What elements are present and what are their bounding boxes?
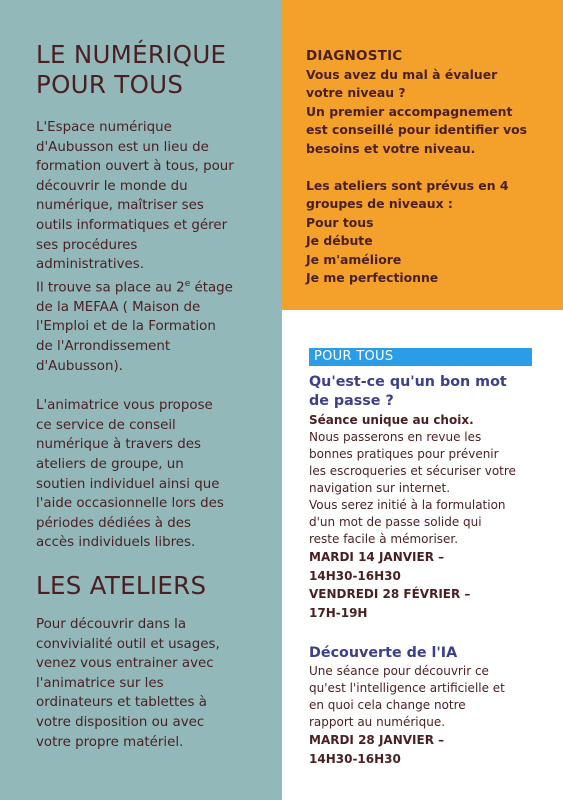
session-password-title: Qu'est-ce qu'un bon mot de passe ? xyxy=(309,374,507,409)
diagnostic-levels: Les ateliers sont prévus en 4 groupes de niveaux : Pour tous Je débute Je m'améliore Je me perfectionne xyxy=(306,178,509,286)
session-ia-text: Une séance pour découvrir ce qu'est l'intelligence artificielle et en quoi cela change notre rapport au numérique. xyxy=(309,664,505,729)
ateliers-title: LES ATELIERS xyxy=(36,570,207,600)
session-password-subtitle: Séance unique au choix. xyxy=(309,413,474,427)
workshops-panel xyxy=(282,310,563,800)
session-ia-title: Découverte de l'IA xyxy=(309,645,458,661)
location-text xyxy=(36,275,268,376)
session-password-text: Nous passerons en revue les bonnes pratiques pour prévenir les escroqueries et sécuriser votre navigation sur internet. Vous serez initié à la formulation d'un mot de passe solide qui reste facile à mémoriser. xyxy=(309,430,516,546)
diagnostic-heading: DIAGNOSTIC xyxy=(306,48,403,64)
intro-text: L'Espace numérique d'Aubusson est un lieu de formation ouvert à tous, pour découvrir le monde du numérique, maîtriser ses outils informatiques et gérer ses procédures administratives. xyxy=(36,120,234,273)
diagnostic-text: Vous avez du mal à évaluer votre niveau ? Un premier accompagnement est conseillé pour identifier vos besoins et votre niveau. xyxy=(306,67,528,156)
location-superscript: e xyxy=(184,278,191,289)
location-prefix: Il trouve sa place au 2 xyxy=(36,280,185,296)
page-title: LE NUMÉRIQUE POUR TOUS xyxy=(36,40,227,99)
location-suffix: étage de la MEFAA ( Maison de l'Emploi et de la Formation de l'Arrondissement d'Aubusson). xyxy=(36,280,233,374)
service-text: L'animatrice vous propose ce service de conseil numérique à travers des ateliers de groupe, un soutien individuel ainsi que l'aide occasionnelle lors des périodes dédiées à des accès individuels libres. xyxy=(36,398,224,551)
diagnostic-panel xyxy=(282,0,563,310)
session-ia-dates: MARDI 28 JANVIER – 14H30-16H30 xyxy=(309,733,445,766)
session-password-dates: MARDI 14 JANVIER – 14H30-16H30 VENDREDI 28 FÉVRIER – 17H-19H xyxy=(309,550,471,620)
pour-tous-badge: POUR TOUS xyxy=(309,348,532,366)
ateliers-text: Pour découvrir dans la convivialité outil et usages, venez vous entrainer avec l'animatrice sur les ordinateurs et tablettes à votre disposition ou avec votre propre matériel. xyxy=(36,616,220,750)
